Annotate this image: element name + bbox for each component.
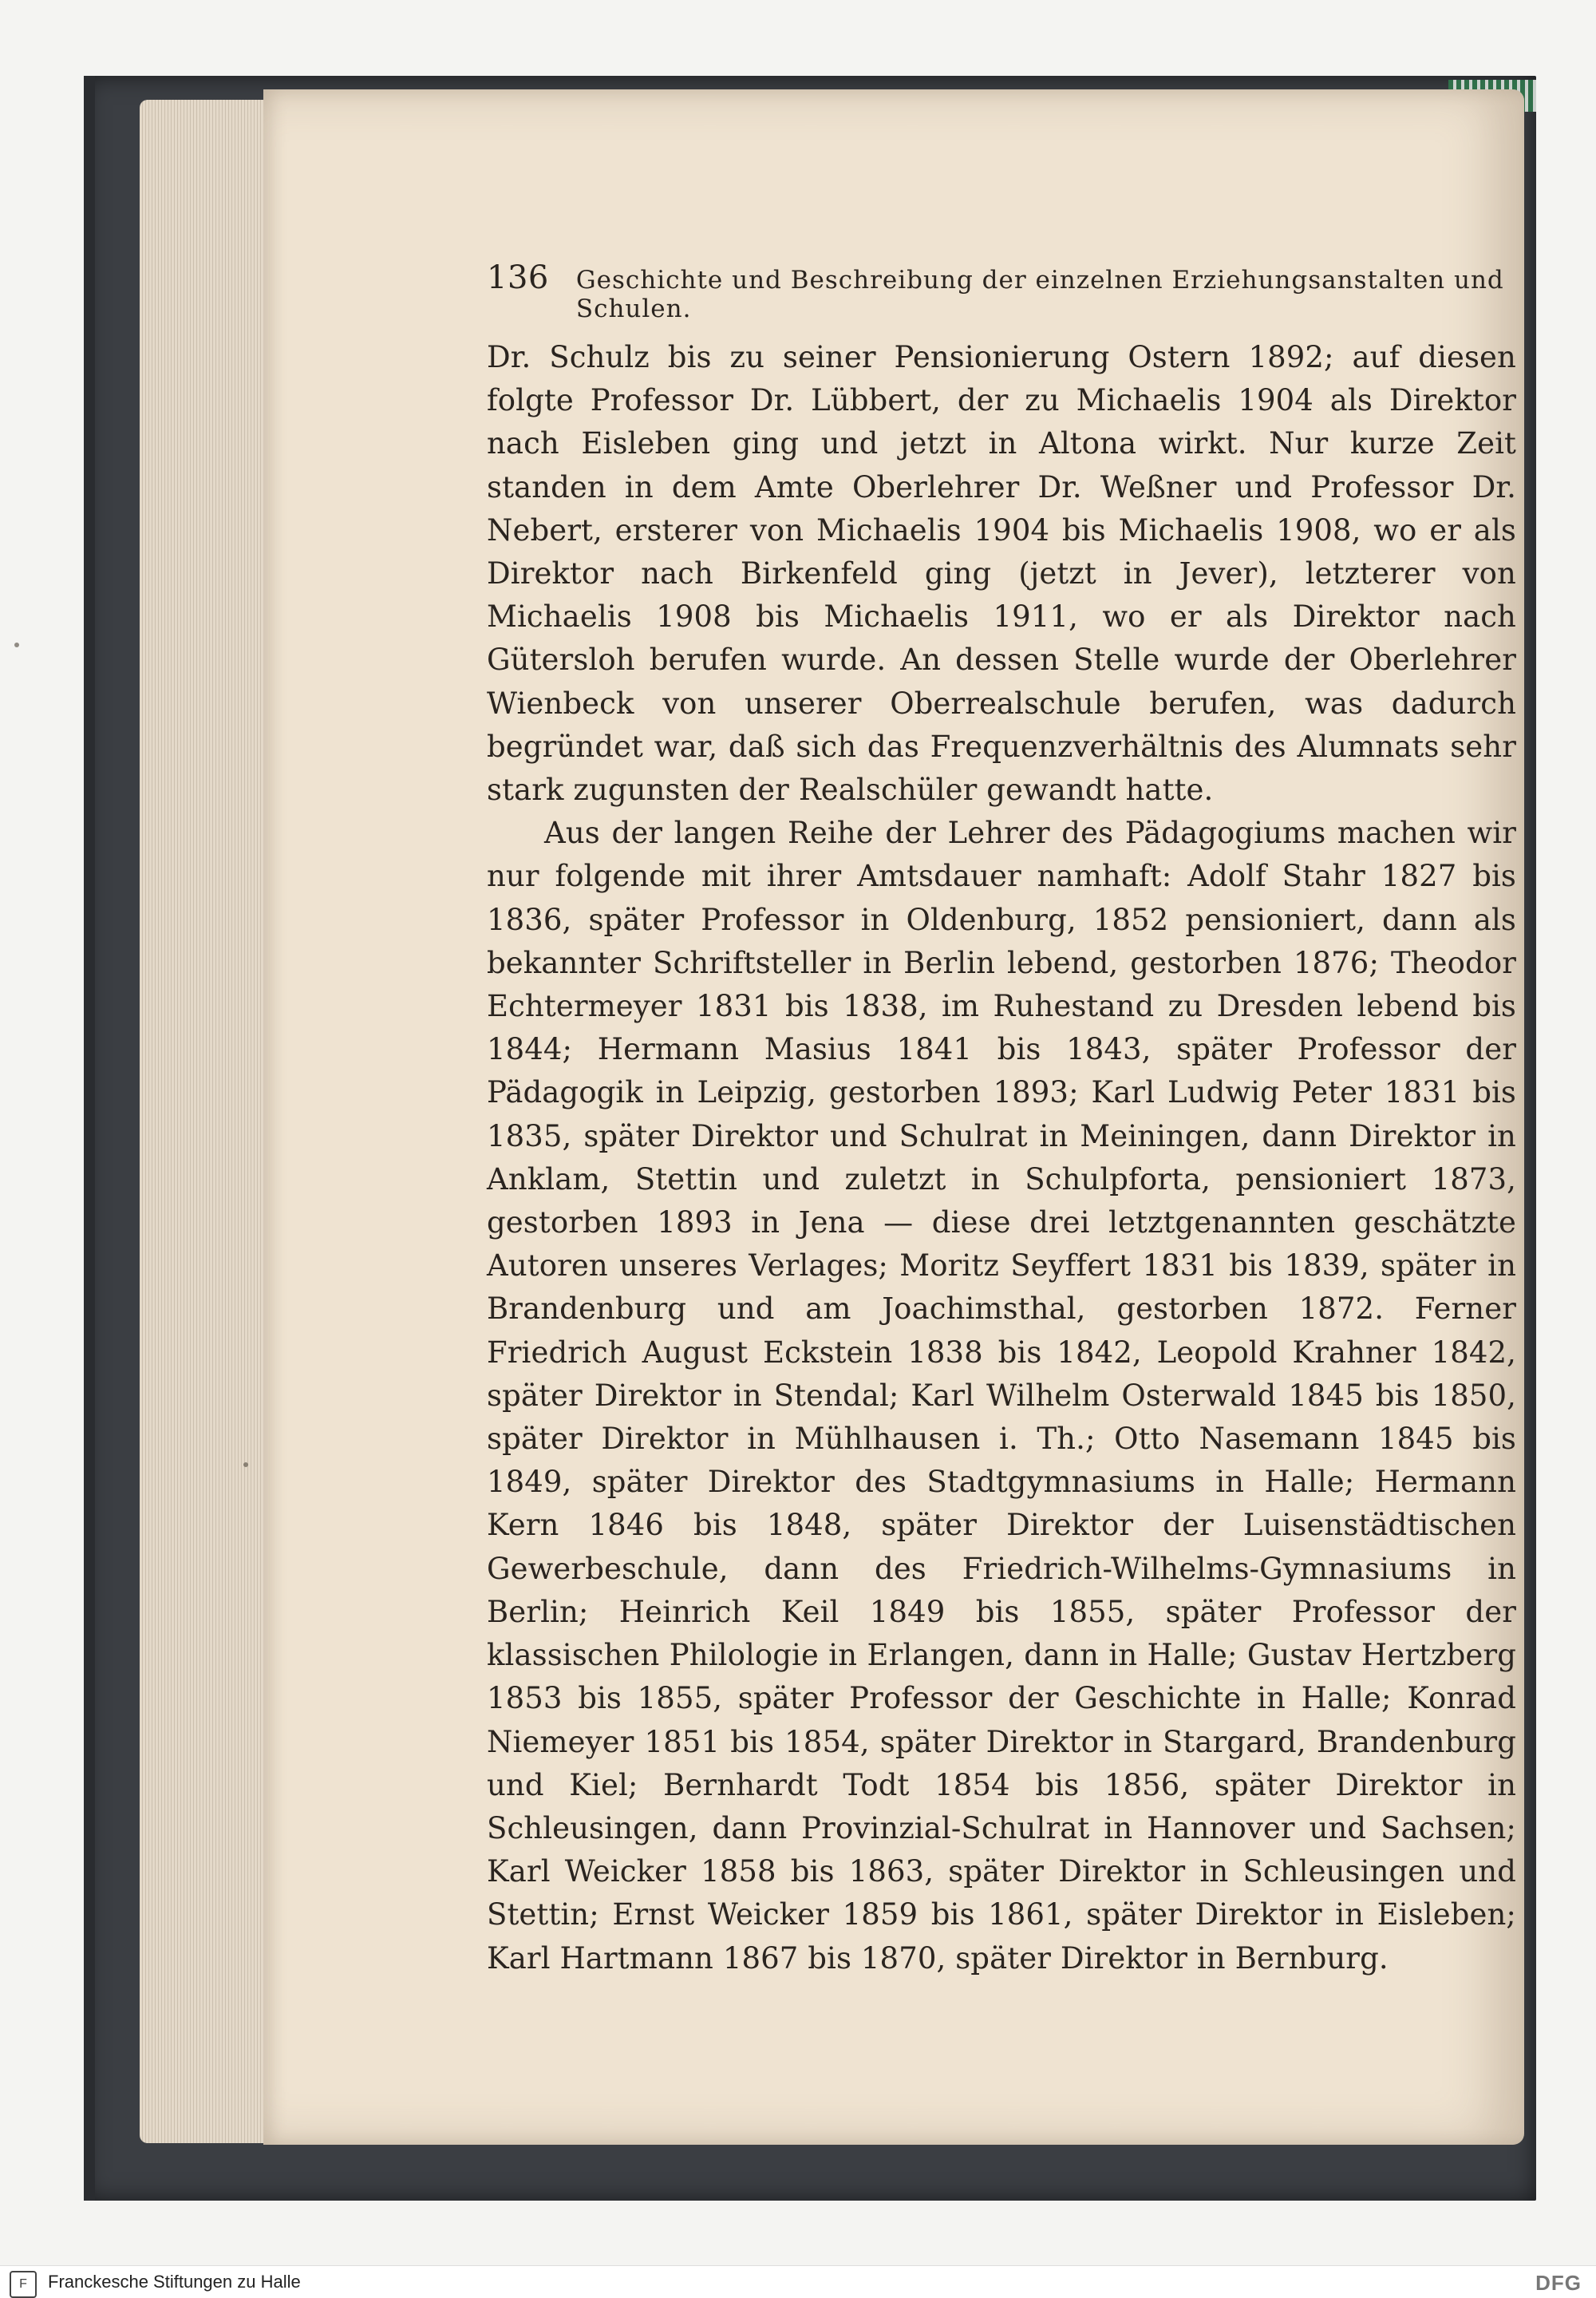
viewer-footer: [0, 2265, 1596, 2298]
page-number: 136: [487, 259, 549, 296]
running-title: Geschichte und Beschreibung der einzelnen Erziehungsanstalten und Schulen.: [575, 266, 1504, 323]
page-header: [487, 259, 1516, 323]
body-text: [487, 336, 1516, 1980]
dust-speck: [243, 1462, 248, 1467]
paragraph-2: Aus der langen Reihe der Lehrer des Pädagogiums machen wir nur folgende mit ihrer Amtsdauer namhaft: Adolf Stahr 1827 bis 1836, später Professor in Oldenburg, 1852 pensioniert, dann als bekannter Schriftsteller in Berlin lebend, gestorben 1876; Theodor Echtermeyer 1831 bis 1838, im Ruhestand zu Dresden lebend bis 1844; Hermann Masius 1841 bis 1843, später Professor der Pädagogik in Leipzig, gestorben 1893; Karl Ludwig Peter 1831 bis 1835, später Direktor und Schulrat in Meiningen, dann Direktor in Anklam, Stettin und zuletzt in Schulpforta, pensioniert 1873, gestorben 1893 in Jena — diese drei letztgenannten geschätzte Autoren unseres Verlages; Moritz Seyffert 1831 bis 1839, später in Brandenburg und am Joachimsthal, gestorben 1872. Ferner Friedrich August Eckstein 1838 bis 1842, Leopold Krahner 1842, später Direktor in Stendal; Karl Wilhelm Osterwald 1845 bis 1850, später Direktor in Mühlhausen i. Th.; Otto Nasemann 1845 bis 1849, später Direktor des Stadtgymnasiums in Halle; Hermann Kern 1846 bis 1848, später Direktor der Luisenstädtischen Gewerbeschule, dann des Friedrich-Wilhelms-Gymnasiums in Berlin; Heinrich Keil 1849 bis 1855, später Professor der klassischen Philologie in Erlangen, dann in Halle; Gustav Hertzberg 1853 bis 1855, später Professor der Geschichte in Halle; Konrad Niemeyer 1851 bis 1854, später Direktor in Stargard, Brandenburg und Kiel; Bernhardt Todt 1854 bis 1856, später Direktor in Schleusingen, dann Provinzial-Schulrat in Hannover und Sachsen; Karl Weicker 1858 bis 1863, später Direktor in Schleusingen und Stettin; Ernst Weicker 1859 bis 1861, später Direktor in Eisleben; Karl Hartmann 1867 bis 1870, später Direktor in Bernburg.: [487, 816, 1516, 1976]
institution-name: Franckesche Stiftungen zu Halle: [48, 2272, 301, 2292]
page-content: [487, 259, 1516, 1980]
page-edge-stack: [140, 100, 267, 2143]
dfg-logo: DFG: [1535, 2271, 1582, 2295]
book-cover-edge: [84, 76, 95, 2201]
institution-logo-icon: F: [10, 2271, 37, 2298]
dust-speck: [14, 643, 19, 647]
paragraph-1: Dr. Schulz bis zu seiner Pensionierung Ostern 1892; auf diesen folgte Professor Dr. Lübbert, der zu Michaelis 1904 als Direktor nach Eisleben ging und jetzt in Altona wirkt. Nur kurze Zeit standen in dem Amte Oberlehrer Dr. Weßner und Professor Dr. Nebert, ersterer von Michaelis 1904 bis Michaelis 1908, wo er als Direktor nach Birkenfeld ging (jetzt in Jever), letzterer von Michaelis 1908 bis Michaelis 1911, wo er als Direktor nach Gütersloh berufen wurde. An dessen Stelle wurde der Oberlehrer Wienbeck von unserer Oberrealschule berufen, was dadurch begründet war, daß sich das Frequenzverhältnis des Alumnats sehr stark zugunsten der Realschüler gewandt hatte.: [487, 340, 1516, 808]
